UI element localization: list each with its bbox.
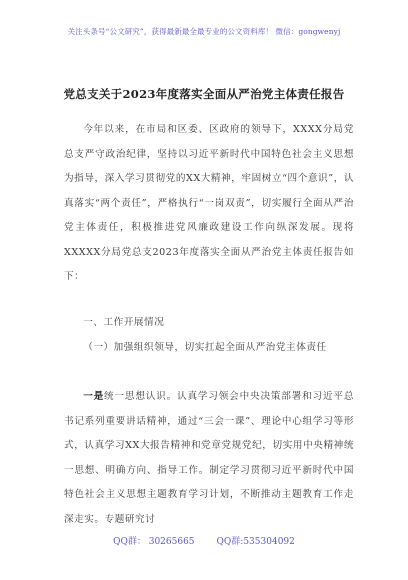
section-heading-block bbox=[64, 311, 354, 336]
paragraph-body: 统一思想认识。认真学习领会中央决策部署和习近平总书记系列重要讲话精神，通过“三会一课”、理论中心组学习等形式，认真学习XX大报告精神和党章党规党纪，切实用中央精神统一思想、明确方向、指导工作。制定学习贯彻习近平新时代中国特色社会主义思想主题教育学习计划，不断推动主题教育工作走深走实。专题研究讨 bbox=[64, 391, 354, 525]
footer-contacts bbox=[0, 534, 408, 547]
paragraph-lead: 一是 bbox=[83, 391, 105, 402]
document-title: 党总支关于2023年度落实全面从严治党主体责任报告 bbox=[63, 87, 345, 101]
intro-paragraph: 今年以来，在市局和区委、区政府的领导下，XXXX分局党总支严守政治纪律，坚持以习近平新时代中国特色社会主义思想为指导，深入学习贯彻党的XX大精神，牢固树立“四个意识”，认真落实“两个责任”，严格执行“一岗双责”，切实履行全面从严治党主体责任，积极推进党风廉政建设工作向纵深发展。现将XXXXX分局党总支2023年度落实全面从严治党主体责任报告如下： bbox=[64, 124, 354, 282]
footer-qq-group-2: QQ群:535304092 bbox=[216, 537, 295, 547]
header-banner: 关注头条号“公文研究”，获得最新最全最专业的公文资料库！ 微信：gongwenyj bbox=[67, 27, 341, 36]
subsection-heading: （一）加强组织领导，切实扛起全面从严治党主体责任 bbox=[83, 342, 327, 353]
section-heading: 一、工作开展情况 bbox=[83, 317, 165, 328]
subsection-heading-block bbox=[64, 336, 354, 361]
footer-qq-group-1: QQ群： 30265665 bbox=[113, 537, 195, 547]
body-paragraph-2 bbox=[64, 385, 354, 532]
